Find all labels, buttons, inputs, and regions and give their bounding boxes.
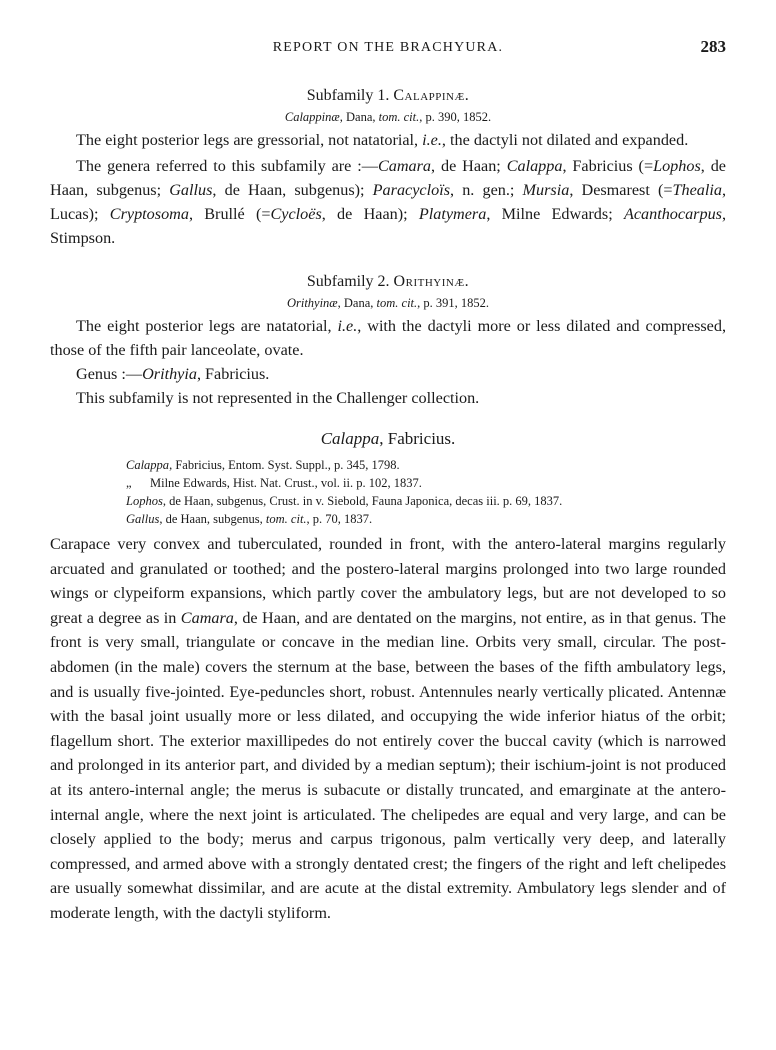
subfamily-2-name: Orithyinæ. [393, 273, 470, 290]
synonym-entry: Gallus, de Haan, subgenus, tom. cit., p. 70, 1837. [126, 512, 373, 526]
page-header [50, 37, 726, 66]
subfamily-2-paragraph-1: The eight posterior legs are natatorial, i.e., with the dactyli more or less dilated and compressed, those of the fifth pair lanceolate, ovate. [50, 317, 726, 359]
subfamily-2-genus-line: Genus :—Orithyia, Fabricius. [76, 365, 270, 383]
subfamily-1-label: Subfamily 1. [306, 87, 390, 104]
subfamily-1-citation: Calappinæ, Dana, tom. cit., p. 390, 1852. [284, 110, 492, 124]
genus-description: Carapace very convex and tuberculated, rounded in front, with the antero-lateral margins regularly arcuated and granulated or toothed; and the postero-lateral margins prolonged into two large rounded wings or clypeiform expansions, which partly cover the ambulatory legs, but are not developed to so great a degree as in Camara, de Haan, and are dentated on the margins, not entire, as in that genus. The front is very small, triangulate or concave in the median line. Orbits very small, circular. The post-abdomen (in the male) covers the sternum at the base, between the bases of the fifth ambulatory legs, and is usually five-jointed. Eye-peduncles short, robust. Antennules nearly vertically plicated. Antennæ with the basal joint usually more or less dilated, and occupying the wide inferior hiatus of the orbit; flagellum short. The exterior maxillipedes do not entirely cover the buccal cavity (which is narrowed and prolonged in its anterior part, and divided by a median septum); their ischium-joint is not produced at its antero-internal angle; the merus is subacute or distally truncated, and emarginate at the antero-internal angle, where the next joint is articulated. The chelipedes are equal and very large, and can be closely applied to the body; merus and carpus trigonous, palm vertically very deep, and laterally compressed, and armed above with a strongly dentated crest; the fingers of the right and left chelipedes are usually somewhat dissimilar, and are acute at the distal extremity. Ambulatory legs slender and of moderate length, with the dactyli styliform. [50, 535, 726, 922]
page-number: 283 [700, 37, 726, 56]
synonymy-list [50, 456, 726, 528]
synonym-entry: Calappa, Fabricius, Entom. Syst. Suppl., p. 345, 1798. [126, 458, 400, 472]
subfamily-1-name: Calappinæ. [393, 87, 470, 104]
running-title: REPORT ON THE BRACHYURA. [272, 40, 504, 55]
subfamily-2-label: Subfamily 2. [306, 273, 390, 290]
subfamily-1-paragraph-1: The eight posterior legs are gressorial, not natatorial, i.e., the dactyli not dilated and expanded. [76, 131, 689, 149]
subfamily-1-heading [50, 86, 726, 106]
subfamily-1-paragraph-2: The genera referred to this subfamily are :—Camara, de Haan; Calappa, Fabricius (=Lophos, de Haan, subgenus; Gallus, de Haan, subgenus); Paracycloïs, n. gen.; Mursia, Desmarest (=Thealia, Lucas); Cryptosoma, Brullé (=Cycloës, de Haan); Platymera, Milne Edwards; Acanthocarpus, Stimpson. [50, 157, 727, 247]
subfamily-2-heading [50, 272, 726, 292]
genus-heading: Calappa, Fabricius. [320, 429, 456, 448]
subfamily-2-citation: Orithyinæ, Dana, tom. cit., p. 391, 1852. [286, 296, 490, 310]
synonym-entry: „ Milne Edwards, Hist. Nat. Crust., vol. ii. p. 102, 1837. [126, 476, 422, 490]
synonym-entry: Lophos, de Haan, subgenus, Crust. in v. Siebold, Fauna Japonica, decas iii. p. 69, 1837. [126, 494, 563, 508]
subfamily-2-note: This subfamily is not represented in the Challenger collection. [76, 389, 480, 407]
page [50, 37, 727, 926]
